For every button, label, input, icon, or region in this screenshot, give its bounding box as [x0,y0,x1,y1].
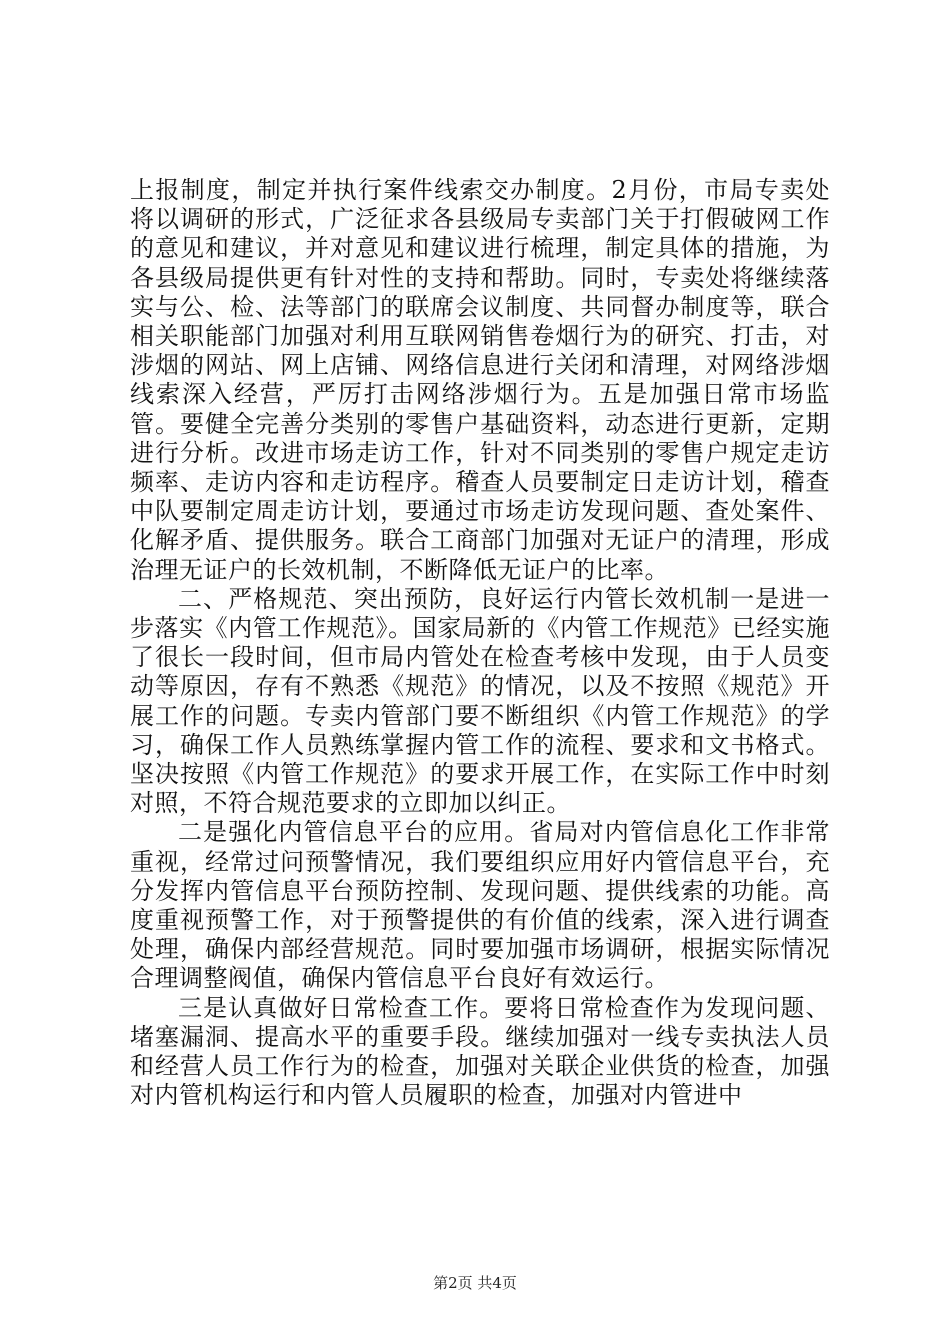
paragraph-4: 三是认真做好日常检查工作。要将日常检查作为发现问题、堵塞漏洞、提高水平的重要手段。继续加强对一线专卖执法人员和经营人员工作行为的检查，加强对关联企业供货的检查，加强对内管机构运行和内管人员履职的检查，加强对内管进中 [130,993,830,1110]
paragraph-1: 上报制度，制定并执行案件线索交办制度。2月份，市局专卖处将以调研的形式，广泛征求各县级局专卖部门关于打假破网工作的意见和建议，并对意见和建议进行梳理，制定具体的措施，为各县级局提供更有针对性的支持和帮助。同时，专卖处将继续落实与公、检、法等部门的联席会议制度、共同督办制度等，联合相关职能部门加强对利用互联网销售卷烟行为的研究、打击，对涉烟的网站、网上店铺、网络信息进行关闭和清理，对网络涉烟线索深入经营，严厉打击网络涉烟行为。五是加强日常市场监管。要健全完善分类别的零售户基础资料，动态进行更新，定期进行分析。改进市场走访工作，针对不同类别的零售户规定走访频率、走访内容和走访程序。稽查人员要制定日走访计划，稽查中队要制定周走访计划，要通过市场走访发现问题、查处案件、化解矛盾、提供服务。联合工商部门加强对无证户的清理，形成治理无证户的长效机制，不断降低无证户的比率。 [130,176,830,584]
document-body [130,176,830,1111]
paragraph-2: 二、严格规范、突出预防，良好运行内管长效机制一是进一步落实《内管工作规范》。国家局新的《内管工作规范》已经实施了很长一段时间，但市局内管处在检查考核中发现，由于人员变动等原因，存有不熟悉《规范》的情况，以及不按照《规范》开展工作的问题。专卖内管部门要不断组织《内管工作规范》的学习，确保工作人员熟练掌握内管工作的流程、要求和文书格式。坚决按照《内管工作规范》的要求开展工作，在实际工作中时刻对照，不符合规范要求的立即加以纠正。 [130,584,830,818]
page-number-footer: 第2页 共4页 [433,1274,517,1292]
paragraph-3: 二是强化内管信息平台的应用。省局对内管信息化工作非常重视，经常过问预警情况，我们要组织应用好内管信息平台，充分发挥内管信息平台预防控制、发现问题、提供线索的功能。高度重视预警工作，对于预警提供的有价值的线索，深入进行调查处理，确保内部经营规范。同时要加强市场调研，根据实际情况合理调整阀值，确保内管信息平台良好有效运行。 [130,818,830,993]
